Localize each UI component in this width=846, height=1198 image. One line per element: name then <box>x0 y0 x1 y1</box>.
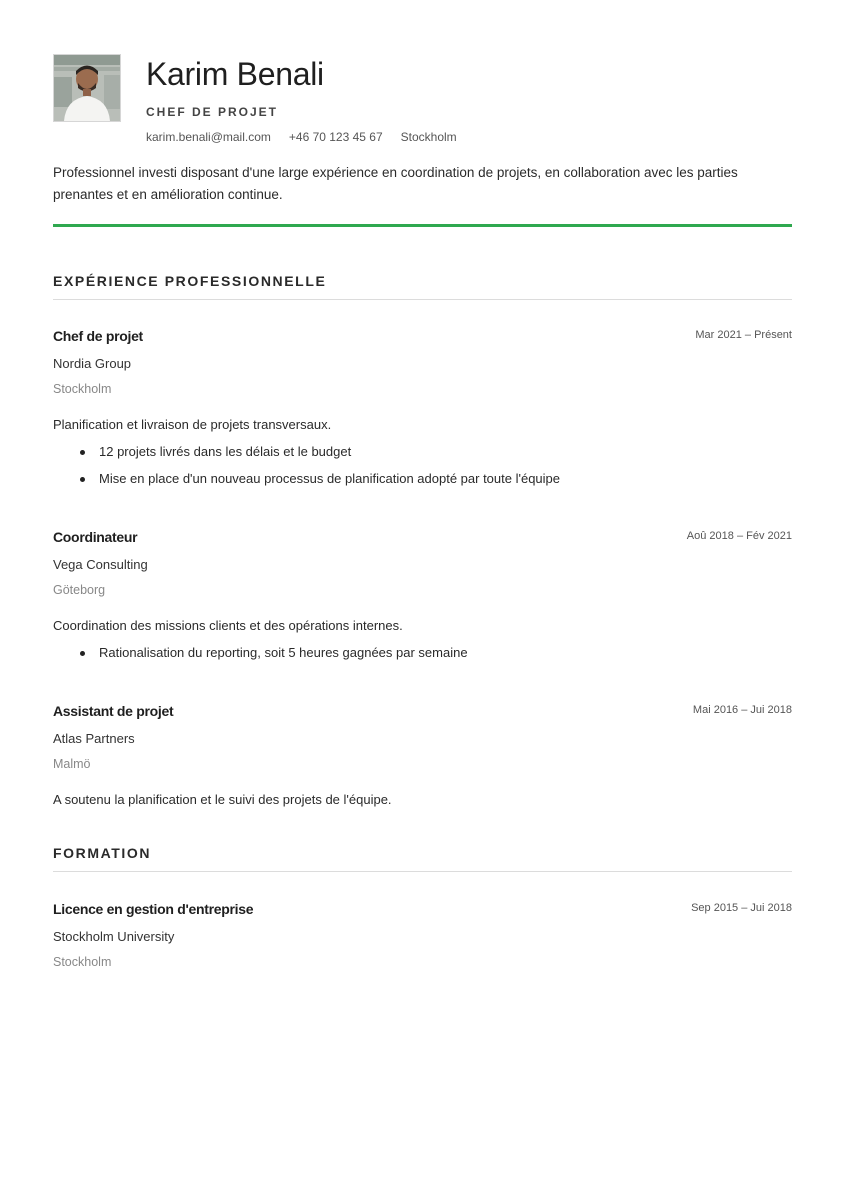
experience-entry <box>53 703 792 807</box>
avatar <box>53 54 121 122</box>
resume-header <box>53 54 792 202</box>
accent-divider <box>53 224 792 227</box>
list-item: 12 projets livrés dans les délais et le budget <box>99 444 792 460</box>
contact-email[interactable]: karim.benali@mail.com <box>146 130 271 144</box>
section-title-experience: EXPÉRIENCE PROFESSIONNELLE <box>53 273 792 300</box>
entry-school: Stockholm University <box>53 929 175 944</box>
entry-description: A soutenu la planification et le suivi des projets de l'équipe. <box>53 792 392 807</box>
entry-role: Chef de projet <box>53 328 143 344</box>
job-title: CHEF DE PROJET <box>146 105 279 119</box>
contact-line <box>146 130 457 144</box>
entry-role: Coordinateur <box>53 529 138 545</box>
experience-entry <box>53 529 792 672</box>
profile-photo <box>54 55 120 121</box>
entry-location: Stockholm <box>53 382 112 396</box>
resume-page <box>53 54 792 969</box>
entry-dates: Mai 2016 – Jui 2018 <box>692 704 792 716</box>
entry-bullets <box>53 444 792 487</box>
entry-description: Planification et livraison de projets transversaux. <box>53 417 332 432</box>
list-item: Rationalisation du reporting, soit 5 heures gagnées par semaine <box>99 645 792 661</box>
entry-degree: Licence en gestion d'entreprise <box>53 901 254 917</box>
entry-role: Assistant de projet <box>53 703 174 719</box>
profile-summary: Professionnel investi disposant d'une large expérience en coordination de projets, en collaboration avec les parties prenantes et en amélioration continue. <box>53 165 738 202</box>
entry-location: Göteborg <box>53 583 106 597</box>
entry-dates: Aoû 2018 – Fév 2021 <box>686 530 792 542</box>
list-item: Mise en place d'un nouveau processus de planification adopté par toute l'équipe <box>99 471 792 487</box>
contact-phone[interactable]: +46 70 123 45 67 <box>288 130 383 144</box>
education-entry <box>53 901 792 969</box>
entry-company: Vega Consulting <box>53 557 148 572</box>
entry-company: Atlas Partners <box>53 731 135 746</box>
entry-bullets <box>53 645 792 661</box>
experience-entry <box>53 328 792 498</box>
section-title-education: FORMATION <box>53 845 792 872</box>
entry-dates: Sep 2015 – Jui 2018 <box>691 902 792 914</box>
entry-dates: Mar 2021 – Présent <box>695 329 792 341</box>
candidate-name: Karim Benali <box>146 56 324 92</box>
contact-city: Stockholm <box>400 130 457 144</box>
entry-company: Nordia Group <box>53 356 132 371</box>
entry-description: Coordination des missions clients et des opérations internes. <box>53 618 403 633</box>
entry-location: Stockholm <box>53 955 112 969</box>
entry-location: Malmö <box>53 757 91 771</box>
